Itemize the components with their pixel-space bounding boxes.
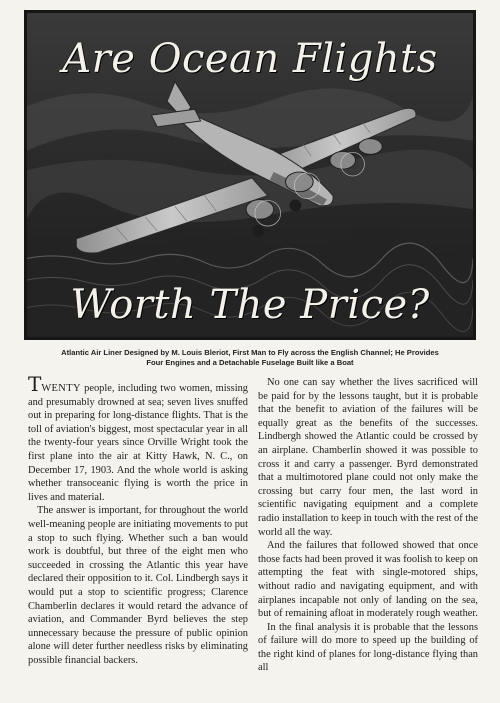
caption-line-2: Four Engines and a Detachable Fuselage Built like a Boat: [146, 358, 354, 367]
lead-word: WENTY: [41, 383, 81, 394]
airliner-illustration: [24, 10, 476, 340]
paragraph-text: people, including two women, missing and presumably drowned at sea; seven lives snuffed out in preparing for long-distance flights. That is the toll of aviation's biggest, most spectacular year in all the twenty-four years since Orville Wright took the first plane into the air at Kitty Hawk, N. C., on December 17, 1903. And the whole world is asking whether transoceanic flying is worth the price in lives and material.: [28, 383, 248, 503]
drop-cap: T: [28, 372, 42, 396]
article-paragraph: No one can say whether the lives sacrificed will be paid for by the lessons taught, but it is probable that the benefit to aviation of the failures will be equally great as the benefits of the successes. Lindbergh showed the Atlantic could be crossed by an airplane. Chamberlin showed it was possible to cross it and carry a passenger. Byrd demonstrated that a multimotored plane could not only make the crossing but carry four men, the last word in scientific navigating equipment and a complete radio installation to keep in touch with the rest of the world all the way.: [258, 377, 478, 538]
article-paragraph: The answer is important, for throughout the world well-meaning people are initiating movements to put a stop to such flying. Whether such a ban would work is doubtful, but three of the eight men who succeeded in crossing the Atlantic this year have declared their opposition to it. Col. Lindbergh says it would put a stop to scientific progress; Clarence Chamberlin declares it would retard the advance of aviation, and Commander Byrd believes the step unnecessary because the pressure of public opinion alone will deter further needless risks by eliminating possible financial backers.: [28, 505, 248, 666]
article-column-right: [258, 376, 478, 675]
image-caption: [24, 348, 476, 368]
headline-top: Are Ocean Flights: [62, 36, 438, 82]
headline-bottom: Worth The Price?: [70, 282, 430, 328]
caption-line-1: Atlantic Air Liner Designed by M. Louis Bleriot, First Man to Fly across the English Channel; He Provides: [61, 348, 439, 357]
article-paragraph: [28, 372, 248, 504]
article-paragraph: In the final analysis it is probable that the lessons of failure will do more to speed up the building of the right kind of planes for long-distance flying than all: [258, 621, 478, 674]
article-column-left: [28, 372, 248, 667]
article-paragraph: And the failures that followed showed that once those facts had been proved it was foolish to keep on attempting the feat with single-motored ships, without radio and navigating equipment, and with airplanes incapable not only of landing on the sea, but of remaining afloat in moderately rough weather.: [258, 540, 478, 620]
